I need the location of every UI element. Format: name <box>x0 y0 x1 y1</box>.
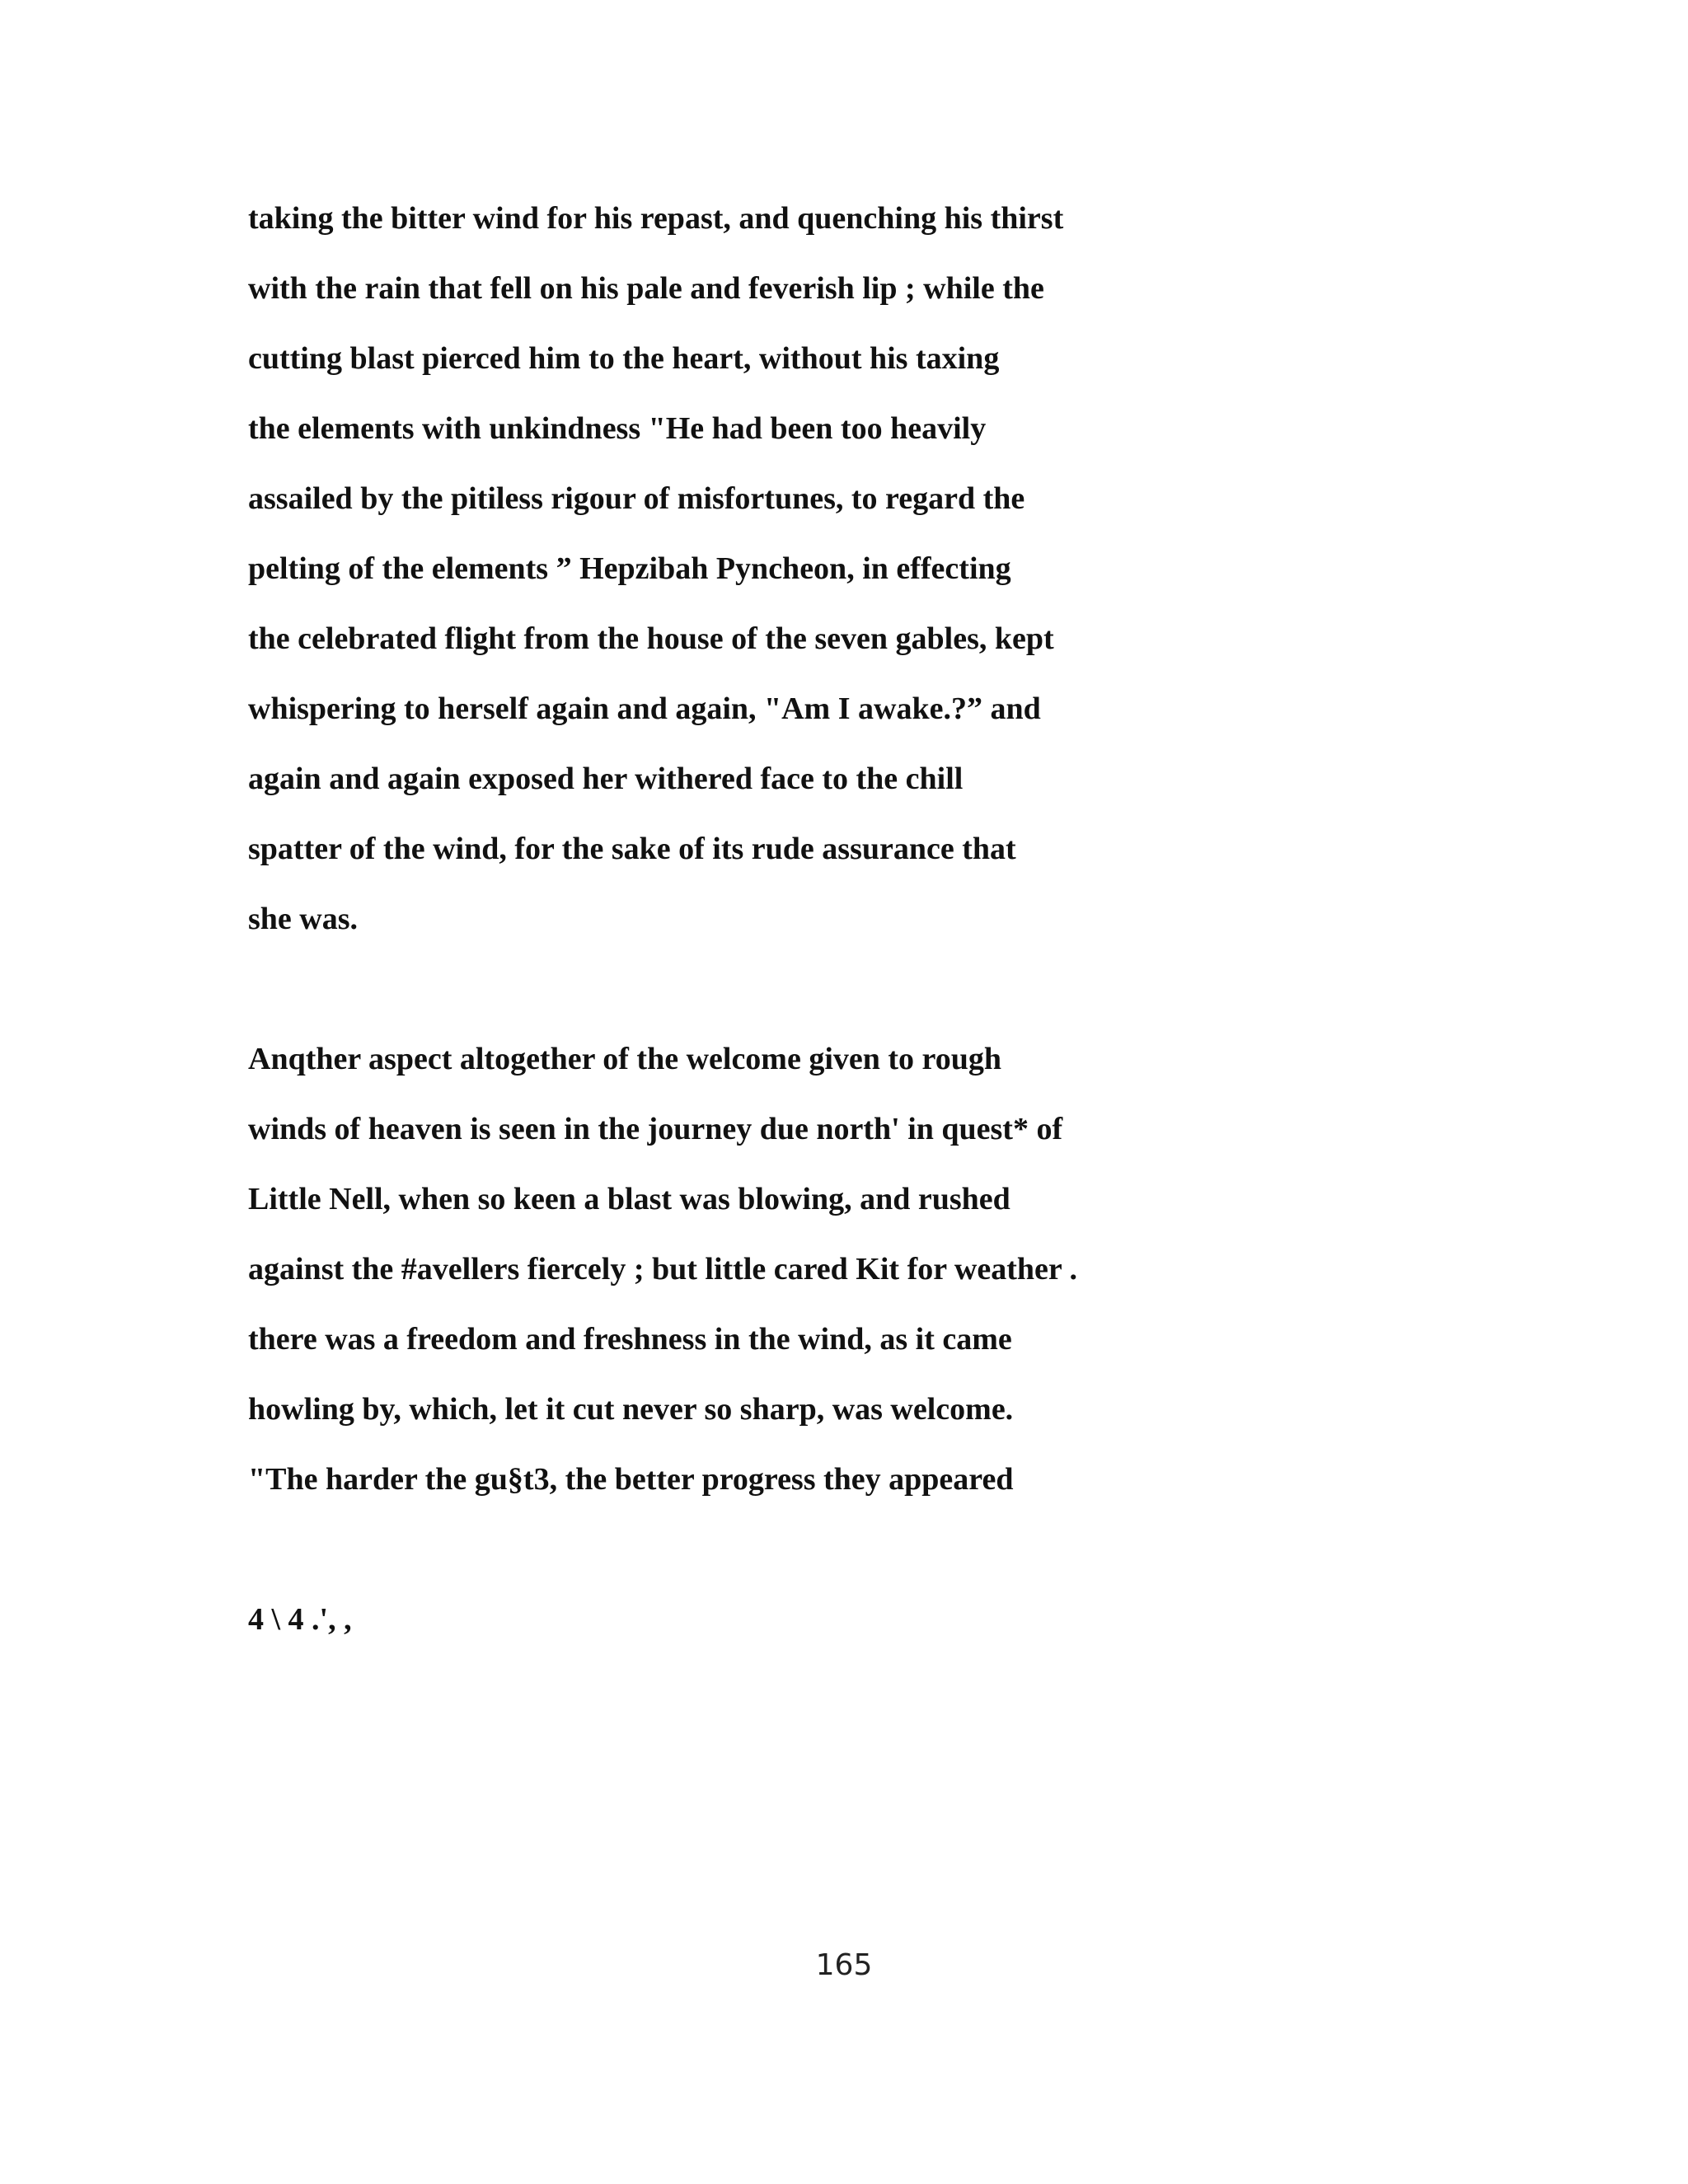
paragraph-2-line-6: howling by, which, let it cut never so sharp, was welcome. <box>248 1392 1014 1427</box>
paragraph-2-line-5: there was a freedom and freshness in the wind, as it came <box>248 1322 1012 1357</box>
paragraph-1-line-5: assailed by the pitiless rigour of misfortunes, to regard the <box>248 481 1025 516</box>
paragraph-1-line-3: cutting blast pierced him to the heart, without his taxing <box>248 341 1000 376</box>
paragraph-2-line-1: Anqther aspect altogether of the welcome given to rough <box>248 1042 1001 1076</box>
paragraph-2-line-7: "The harder the gu§t3, the better progress they appeared <box>248 1462 1014 1497</box>
paragraph-2-line-4: against the #avellers fiercely ; but little cared Kit for weather . <box>248 1252 1078 1286</box>
paragraph-1-line-11: she was. <box>248 902 359 936</box>
paragraph-1-line-9: again and again exposed her withered face to the chill <box>248 762 964 796</box>
paragraph-1-line-7: the celebrated flight from the house of the seven gables, kept <box>248 621 1054 656</box>
paragraph-1-line-2: with the rain that fell on his pale and feverish lip ; while the <box>248 271 1044 306</box>
paragraph-1-line-8: whispering to herself again and again, "Am I awake.?” and <box>248 691 1041 726</box>
paragraph-1-line-6: pelting of the elements ” Hepzibah Pyncheon, in effecting <box>248 551 1011 586</box>
paragraph-2-line-3: Little Nell, when so keen a blast was blowing, and rushed <box>248 1182 1010 1216</box>
page-number: 165 <box>815 1948 873 1982</box>
paragraph-1-line-10: spatter of the wind, for the sake of its rude assurance that <box>248 832 1016 866</box>
paragraph-2-line-2: winds of heaven is seen in the journey due north' in quest* of <box>248 1112 1063 1146</box>
stray-text-line: 4 \ 4 .', , <box>248 1602 352 1637</box>
paragraph-1-line-4: the elements with unkindness "He had been too heavily <box>248 411 987 446</box>
paragraph-1-line-1: taking the bitter wind for his repast, and quenching his thirst <box>248 201 1064 236</box>
